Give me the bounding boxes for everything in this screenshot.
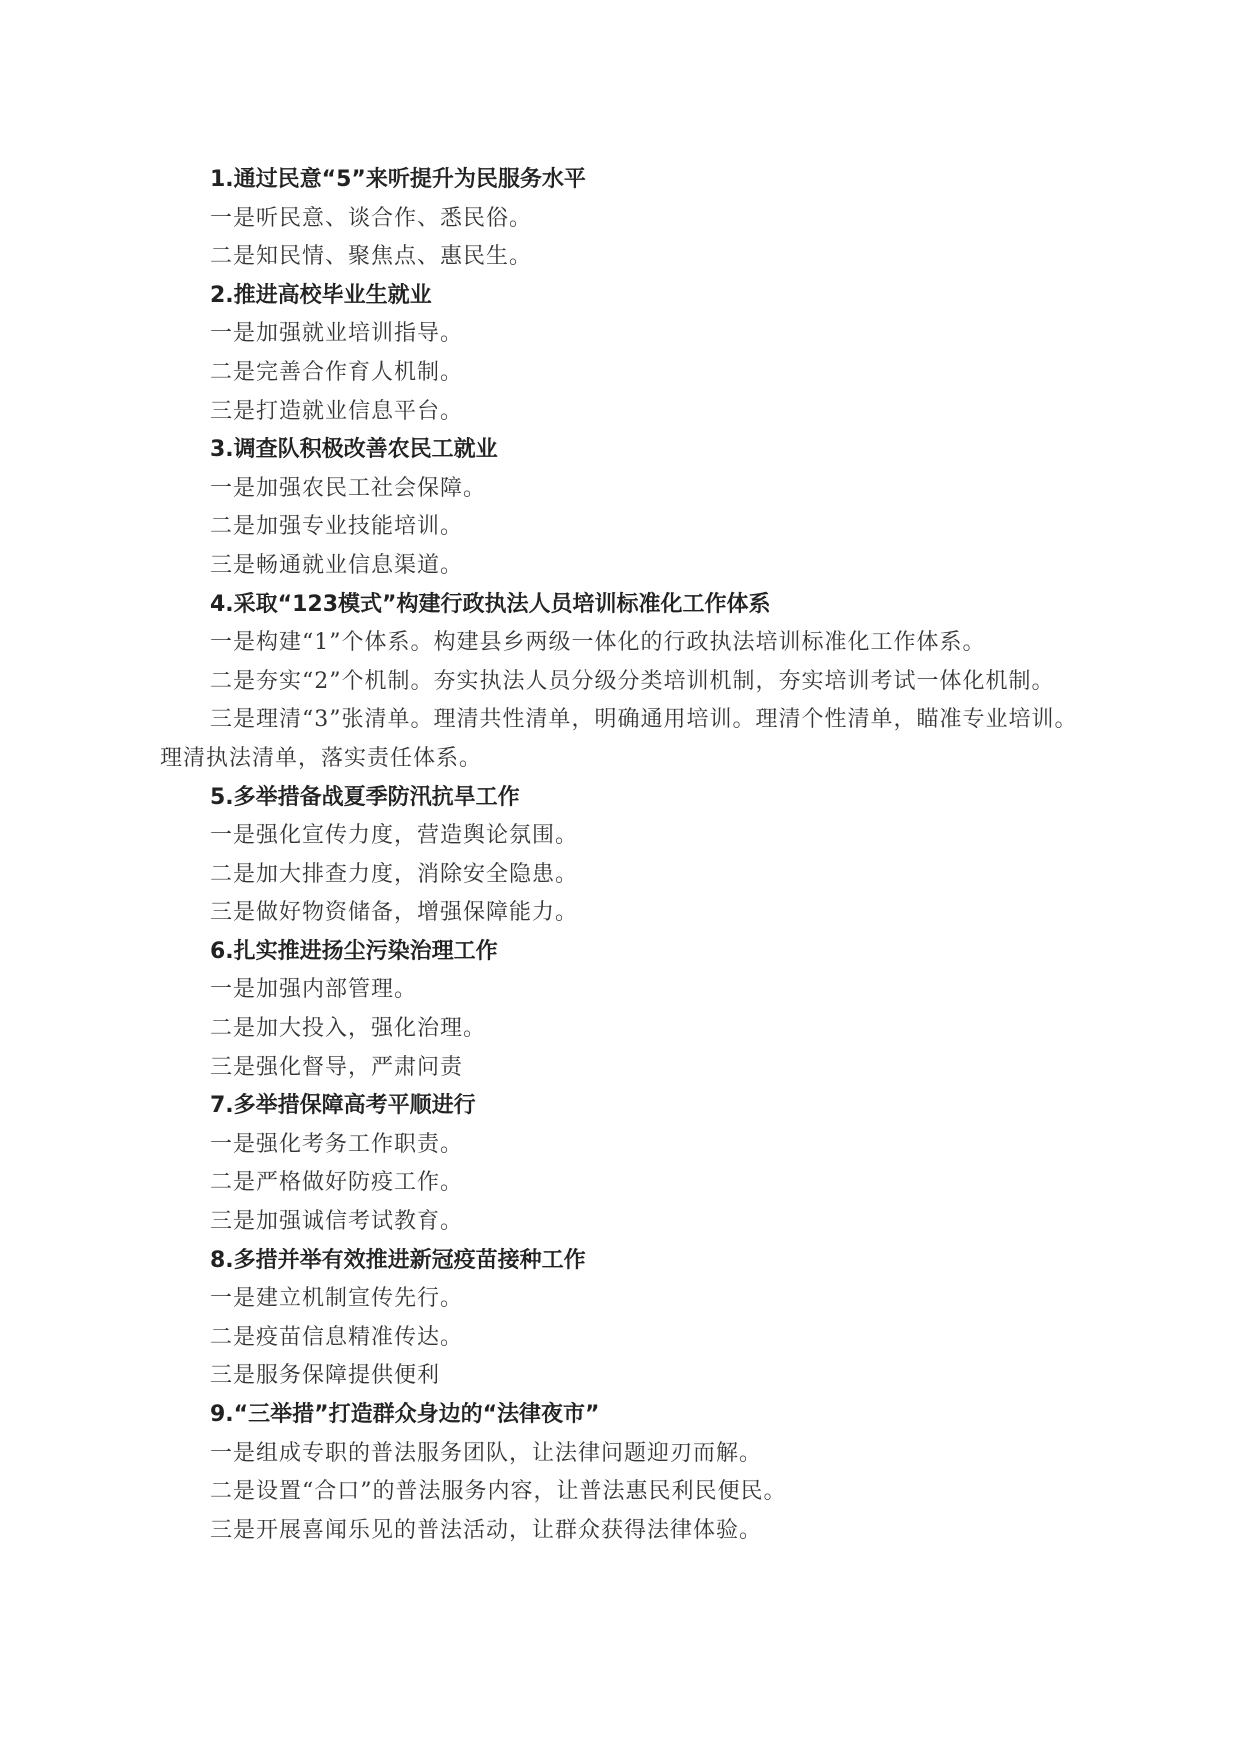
- section-heading: 2.推进高校毕业生就业: [210, 282, 432, 308]
- section-9: [160, 1396, 1095, 1550]
- section-heading: 6.扎实推进扬尘污染治理工作: [210, 938, 498, 964]
- section-5: [160, 779, 1095, 933]
- section-item: 一是加强农民工社会保障。: [210, 475, 487, 501]
- section-item: 三是服务保障提供便利: [210, 1363, 441, 1389]
- section-heading: 8.多措并举有效推进新冠疫苗接种工作: [210, 1247, 586, 1273]
- section-item: 一是强化考务工作职责。: [210, 1131, 464, 1157]
- section-3: [160, 431, 1095, 585]
- section-item: 二是知民情、聚焦点、惠民生。: [210, 244, 533, 270]
- section-heading: 5.多举措备战夏季防汛抗旱工作: [210, 784, 520, 810]
- section-heading: 9.“三举措”打造群众身边的“法律夜市”: [210, 1402, 600, 1427]
- section-item: 一是建立机制宣传先行。: [210, 1286, 464, 1312]
- section-heading: 4.采取“123模式”构建行政执法人员培训标准化工作体系: [210, 591, 771, 617]
- section-item: 三是理清“3”张清单。理清共性清单，明确通用培训。理清个性清单，瞄准专业培训。理清执法清单，落实责任体系。: [160, 707, 1078, 771]
- document-body: [160, 161, 1095, 1550]
- section-item: 二是夯实“2”个机制。夯实执法人员分级分类培训机制，夯实培训考试一体化机制。: [210, 668, 1055, 694]
- section-item: 二是加强专业技能培训。: [210, 514, 464, 540]
- section-item: 二是完善合作育人机制。: [210, 359, 464, 385]
- section-item: 一是听民意、谈合作、悉民俗。: [210, 205, 533, 231]
- section-item: 一是强化宣传力度，营造舆论氛围。: [210, 823, 579, 849]
- section-item: 二是疫苗信息精准传达。: [210, 1324, 464, 1350]
- section-item: 三是加强诚信考试教育。: [210, 1209, 464, 1235]
- section-item: 三是做好物资储备，增强保障能力。: [210, 900, 579, 926]
- section-item: 二是加大排查力度，消除安全隐患。: [210, 861, 579, 887]
- section-item: 一是加强就业培训指导。: [210, 321, 464, 347]
- section-item: 三是打造就业信息平台。: [210, 398, 464, 424]
- section-heading: 3.调查队积极改善农民工就业: [210, 437, 498, 463]
- section-heading: 1.通过民意“5”来听提升为民服务水平: [210, 167, 586, 192]
- section-8: [160, 1242, 1095, 1396]
- section-item: 三是畅通就业信息渠道。: [210, 552, 464, 578]
- section-item: 一是构建“1”个体系。构建县乡两级一体化的行政执法培训标准化工作体系。: [210, 630, 986, 656]
- section-item: 二是设置“合口”的普法服务内容，让普法惠民利民便民。: [210, 1479, 787, 1505]
- section-heading: 7.多举措保障高考平顺进行: [210, 1093, 476, 1119]
- section-7: [160, 1087, 1095, 1241]
- section-item: 二是加大投入，强化治理。: [210, 1016, 487, 1042]
- section-1: [160, 161, 1095, 277]
- section-item: 三是开展喜闻乐见的普法活动，让群众获得法律体验。: [210, 1517, 763, 1543]
- section-6: [160, 933, 1095, 1087]
- section-item: 一是组成专职的普法服务团队，让法律问题迎刃而解。: [210, 1440, 763, 1466]
- section-item: 一是加强内部管理。: [210, 977, 418, 1003]
- section-4: [160, 586, 1095, 779]
- section-item: 三是强化督导，严肃问责: [210, 1054, 464, 1080]
- section-item: 二是严格做好防疫工作。: [210, 1170, 464, 1196]
- section-2: [160, 277, 1095, 431]
